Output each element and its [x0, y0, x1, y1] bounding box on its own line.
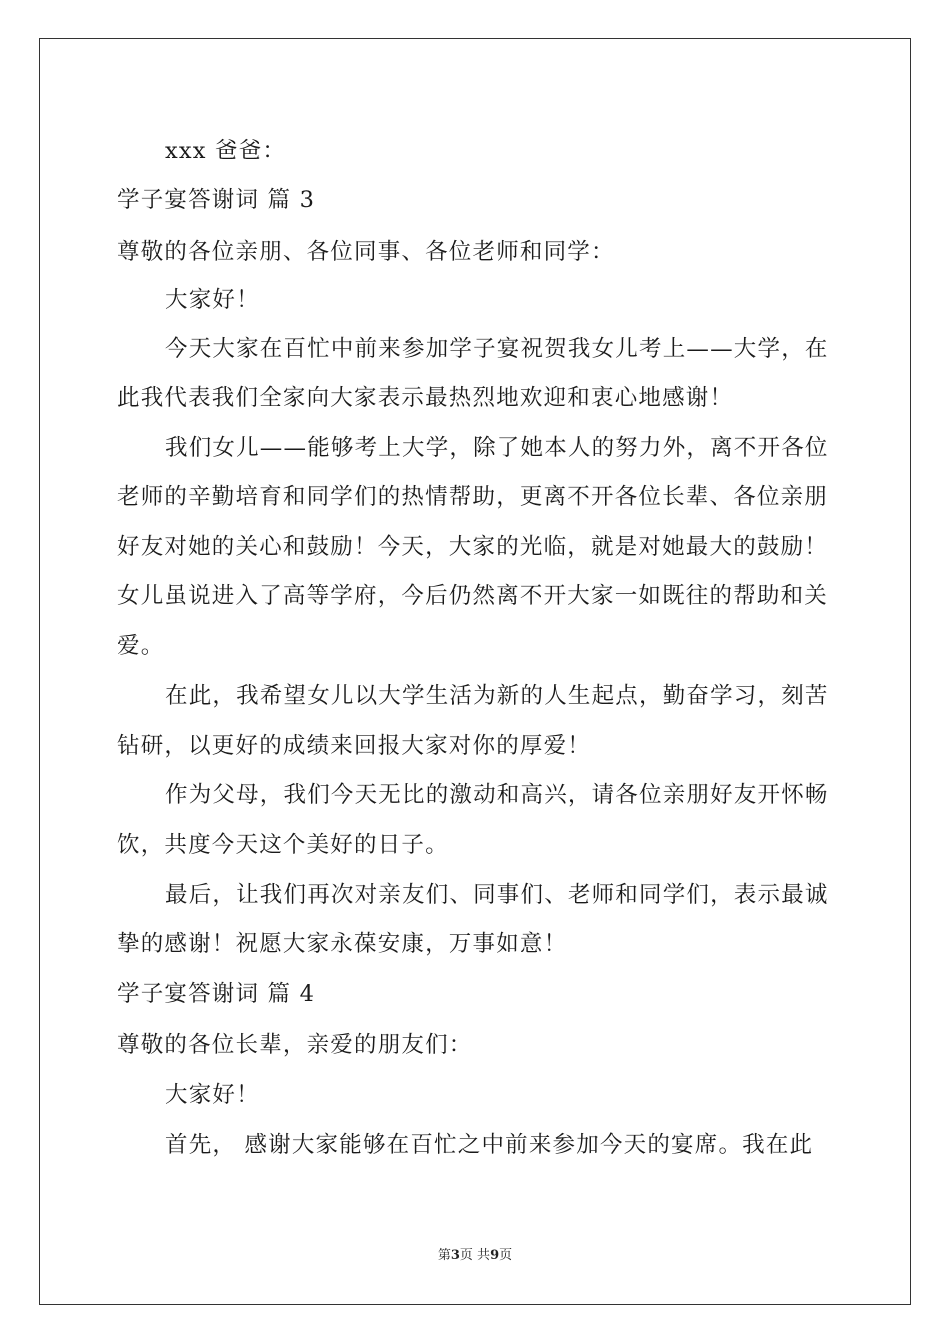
total-pages-number: 9 — [490, 1248, 500, 1263]
hello-line: 大家好！ — [165, 1082, 260, 1108]
paragraph-line: 爱。 — [117, 633, 165, 659]
greeting-line: 尊敬的各位长辈，亲爱的朋友们： — [117, 1032, 473, 1058]
paragraph-line: 在此，我希望女儿以大学生活为新的人生起点，勤奋学习，刻苦 — [165, 683, 829, 709]
current-page-number: 3 — [450, 1248, 460, 1263]
paragraph-line: 我们女儿——能够考上大学，除了她本人的努力外，离不开各位 — [165, 435, 829, 461]
footer-suffix: 页 — [499, 1248, 513, 1263]
footer-mid: 页 共 — [459, 1248, 491, 1263]
paragraph-line: 老师的辛勤培育和同学们的热情帮助，更离不开各位长辈、各位亲朋 — [117, 484, 829, 510]
paragraph-line: 好友对她的关心和鼓励！今天，大家的光临，就是对她最大的鼓励！ — [117, 534, 829, 560]
footer-prefix: 第 — [437, 1248, 451, 1263]
paragraph-line: 女儿虽说进入了高等学府，今后仍然离不开大家一如既往的帮助和关 — [117, 583, 829, 609]
hello-line: 大家好！ — [165, 287, 260, 313]
section-heading-4: 学子宴答谢词 篇 4 — [117, 981, 316, 1007]
salutation-signature: xxx 爸爸： — [165, 138, 287, 164]
paragraph-line: 今天大家在百忙中前来参加学子宴祝贺我女儿考上——大学，在 — [165, 336, 829, 362]
page-border — [39, 38, 911, 1305]
paragraph-line: 此我代表我们全家向大家表示最热烈地欢迎和衷心地感谢！ — [117, 385, 734, 411]
section-heading-3: 学子宴答谢词 篇 3 — [117, 187, 316, 213]
paragraph-line: 钻研，以更好的成绩来回报大家对你的厚爱！ — [117, 733, 592, 759]
page-footer — [0, 1248, 950, 1264]
paragraph-line: 挚的感谢！祝愿大家永葆安康，万事如意！ — [117, 931, 568, 957]
paragraph-line: 首先， 感谢大家能够在百忙之中前来参加今天的宴席。我在此 — [165, 1132, 814, 1158]
greeting-line: 尊敬的各位亲朋、各位同事、各位老师和同学： — [117, 239, 615, 265]
paragraph-line: 饮，共度今天这个美好的日子。 — [117, 832, 449, 858]
paragraph-line: 作为父母，我们今天无比的激动和高兴，请各位亲朋好友开怀畅 — [165, 782, 829, 808]
paragraph-line: 最后，让我们再次对亲友们、同事们、老师和同学们，表示最诚 — [165, 882, 829, 908]
